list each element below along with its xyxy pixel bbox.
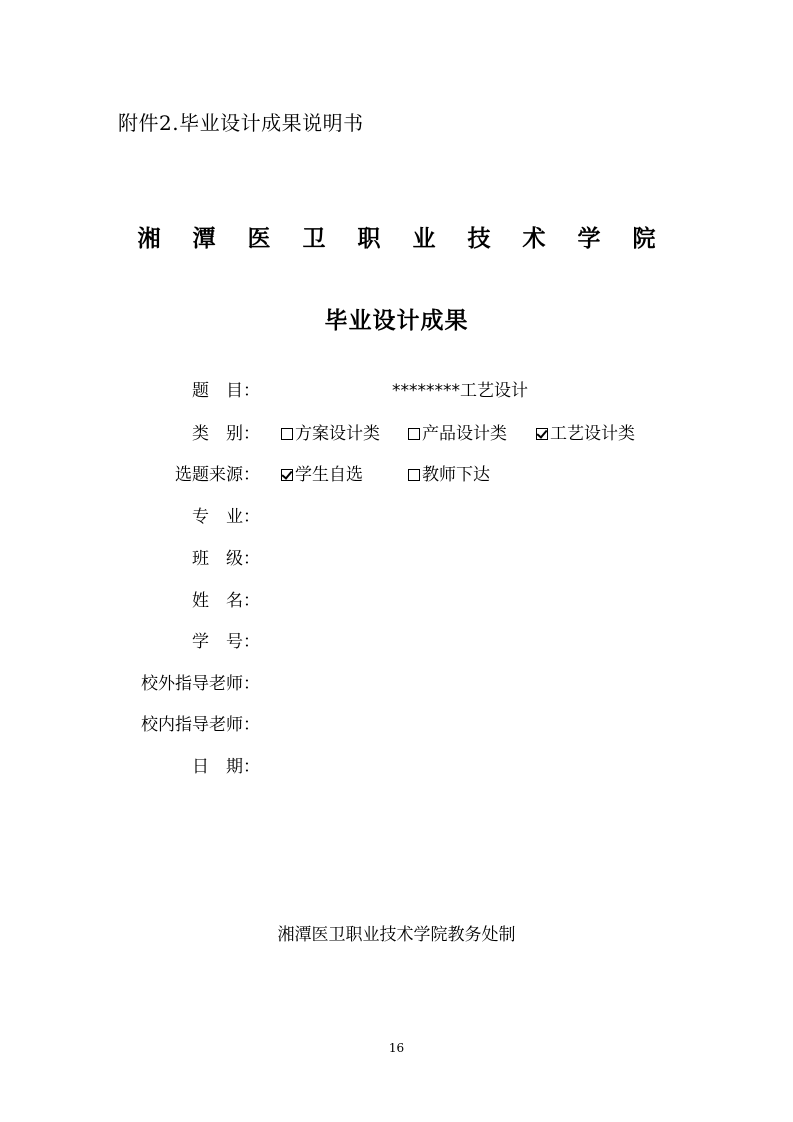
- checkbox-checked-icon[interactable]: [281, 469, 293, 481]
- attachment-title: 附件2.毕业设计成果说明书: [118, 111, 364, 135]
- source-row: [0, 462, 793, 488]
- category-option-label: 方案设计类: [295, 424, 380, 444]
- category-option-process[interactable]: [536, 421, 635, 447]
- name-row: [0, 588, 793, 614]
- category-option-label: 工艺设计类: [550, 424, 635, 444]
- category-option-label: 产品设计类: [422, 424, 507, 444]
- category-option-product[interactable]: [408, 421, 507, 447]
- footer-organization: 湘潭医卫职业技术学院教务处制: [277, 925, 516, 945]
- source-option-teacher[interactable]: [408, 462, 490, 488]
- source-option-label: 学生自选: [295, 465, 363, 485]
- source-label: 选题来源：: [175, 465, 260, 485]
- category-option-plan[interactable]: [281, 421, 380, 447]
- topic-value: ********工艺设计: [392, 381, 528, 401]
- student-id-row: [0, 629, 793, 655]
- category-row: [0, 421, 793, 447]
- internal-advisor-row: [0, 712, 793, 738]
- major-row: [0, 504, 793, 530]
- checkbox-checked-icon[interactable]: [536, 428, 548, 440]
- source-option-label: 教师下达: [422, 465, 490, 485]
- external-advisor-label: 校外指导老师：: [141, 674, 260, 694]
- date-row: [0, 754, 793, 780]
- major-label: 专 业：: [192, 507, 260, 527]
- checkbox-unchecked-icon[interactable]: [408, 428, 420, 440]
- source-option-self[interactable]: [281, 462, 363, 488]
- topic-row: [0, 378, 793, 404]
- student-id-label: 学 号：: [192, 632, 260, 652]
- school-name: 湘 潭 医 卫 职 业 技 术 学 院: [137, 226, 668, 252]
- page-number: 16: [388, 1041, 405, 1055]
- date-label: 日 期：: [192, 757, 260, 777]
- topic-label: 题 目：: [192, 381, 260, 401]
- document-title: 毕业设计成果: [324, 308, 469, 334]
- category-label: 类 别：: [192, 424, 260, 444]
- checkbox-unchecked-icon[interactable]: [281, 428, 293, 440]
- class-row: [0, 546, 793, 572]
- class-label: 班 级：: [192, 549, 260, 569]
- checkbox-unchecked-icon[interactable]: [408, 469, 420, 481]
- name-label: 姓 名：: [192, 591, 260, 611]
- external-advisor-row: [0, 671, 793, 697]
- internal-advisor-label: 校内指导老师：: [141, 715, 260, 735]
